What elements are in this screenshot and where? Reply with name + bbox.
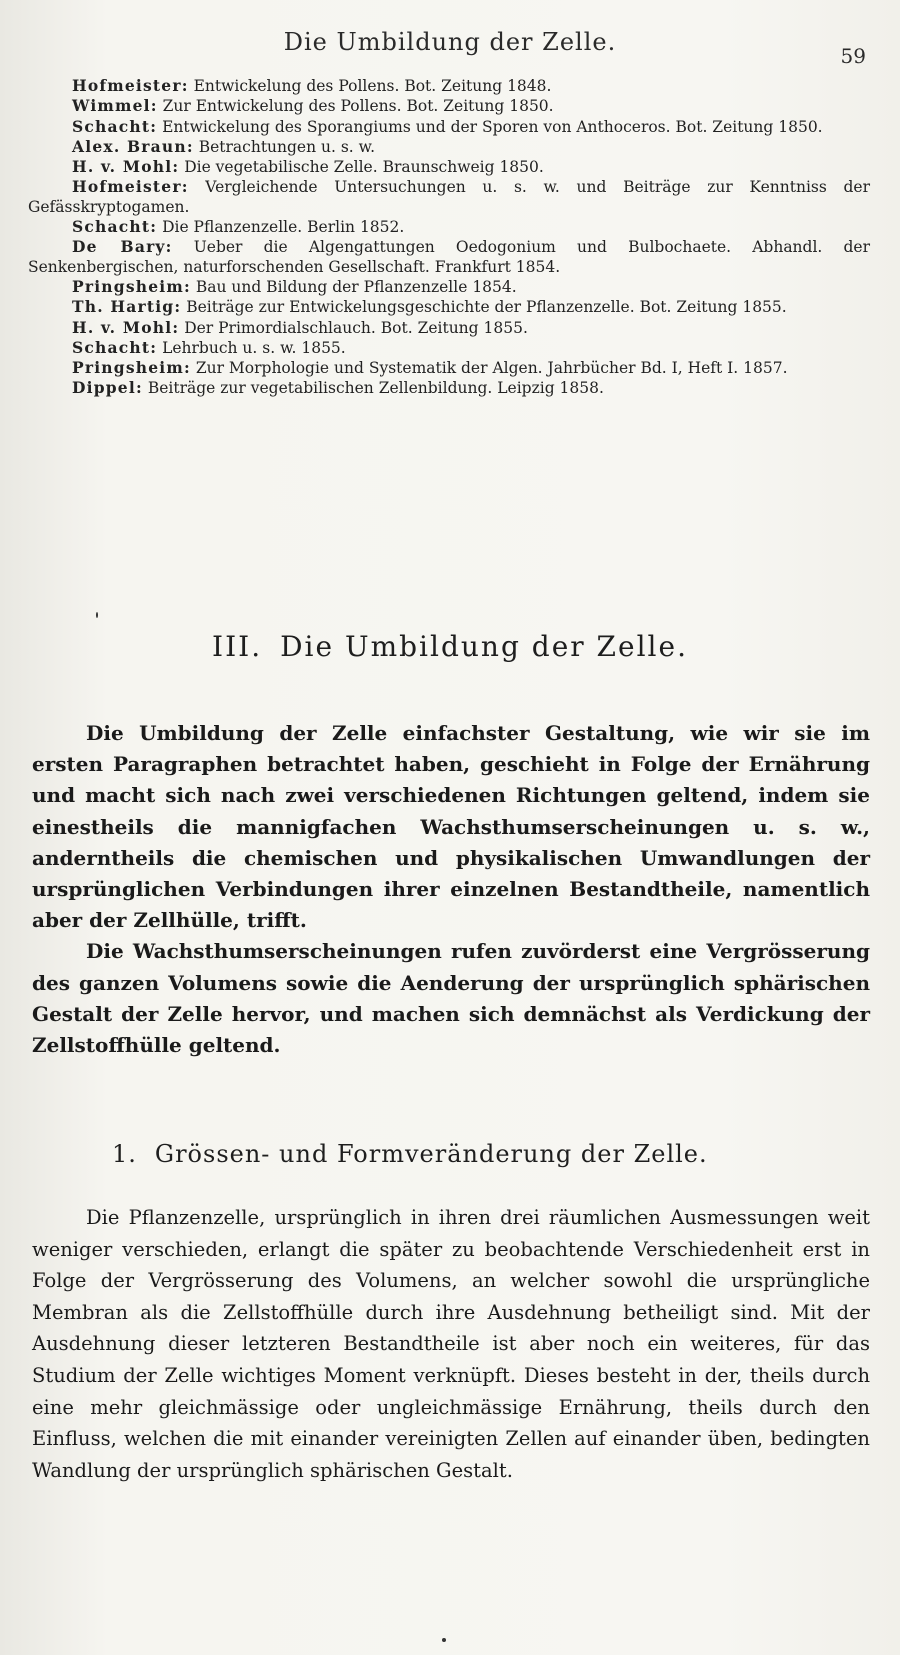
reference-author: Th. Hartig: — [72, 297, 182, 317]
reference-author: Schacht: — [72, 116, 158, 136]
section-numeral: III. — [212, 630, 263, 663]
reference-author: Dippel: — [72, 378, 143, 398]
reference-text: Ueber die Algengattungen Oedogonium und Bulbochaete. Abhandl. der Senkenbergischen, naturforschenden Gesellschaft. Frankfurt 1854. — [28, 238, 871, 276]
reference-text: Die vegetabilische Zelle. Braunschweig 1850. — [179, 158, 544, 177]
reference-text: Der Primordialschlauch. Bot. Zeitung 1855. — [179, 318, 528, 337]
reference-text: Betrachtungen u. s. w. — [193, 137, 376, 156]
print-speck — [96, 612, 98, 618]
reference-text: Vergleichende Untersuchungen u. s. w. und Beiträge zur Kenntniss der Gefässkryptogamen. — [28, 178, 870, 216]
section-heading — [0, 630, 900, 663]
reference-author: De Bary: — [72, 237, 173, 257]
reference-author: Wimmel: — [72, 96, 158, 116]
reference-item — [28, 277, 870, 297]
reference-item — [28, 137, 870, 157]
reference-text: Bau und Bildung der Pflanzenzelle 1854. — [190, 277, 517, 296]
reference-text: Beiträge zur vegetabilischen Zellenbildung. Leipzig 1858. — [142, 379, 604, 398]
reference-item — [28, 217, 870, 237]
paragraph: Die Pflanzenzelle, ursprünglich in ihren drei räumlichen Ausmessungen weit weniger verschieden, erlangt die später zu beobachtende Verschiedenheit erst in Folge der Vergrösserung des Volumens, an welcher sowohl die ursprüngliche Membran als die Zellstoffhülle durch ihre Ausdehnung betheiligt sind. Mit der Ausdehnung dieser letzteren Bestandtheile ist aber noch ein weiteres, für das Studium der Zelle wichtiges Moment verknüpft. Dieses besteht in der, theils durch eine mehr gleichmässige oder ungleichmässige Ernährung, theils durch den Einfluss, welchen die mit einander vereinigten Zellen auf einander üben, bedingten Wandlung der ursprünglich sphärischen Gestalt. — [32, 1206, 870, 1482]
paragraph: Die Umbildung der Zelle einfachster Gestaltung, wie wir sie im ersten Paragraphen betrachtet haben, geschieht in Folge der Ernährung und macht sich nach zwei verschiedenen Richtungen geltend, indem sie einestheils die mannigfachen Wachsthumserscheinungen u. s. w., anderntheils die chemischen und physikalischen Umwandlungen der ursprünglichen Verbindungen ihrer einzelnen Bestandtheile, namentlich aber der Zellhülle, trifft. — [32, 721, 870, 933]
reference-item — [28, 177, 870, 217]
print-speck — [442, 1638, 446, 1642]
subsection-number: 1. — [112, 1140, 137, 1168]
reference-item — [28, 358, 870, 378]
reference-item — [28, 237, 870, 277]
reference-text: Entwickelung des Pollens. Bot. Zeitung 1848. — [188, 77, 552, 95]
reference-text: Lehrbuch u. s. w. 1855. — [157, 338, 346, 357]
reference-item — [28, 378, 870, 398]
reference-text: Beiträge zur Entwickelungsgeschichte der Pflanzenzelle. Bot. Zeitung 1855. — [181, 298, 787, 317]
reference-author: Hofmeister: — [72, 177, 189, 197]
section-title: Die Umbildung der Zelle. — [280, 630, 688, 663]
page-number: 59 — [840, 44, 866, 68]
reference-text: Zur Entwickelung des Pollens. Bot. Zeitung 1850. — [157, 97, 554, 116]
reference-item — [28, 297, 870, 317]
reference-author: H. v. Mohl: — [72, 317, 180, 337]
paragraph: Die Wachsthumserscheinungen rufen zuvörderst eine Vergrösserung des ganzen Volumens sowie die Aenderung der ursprünglich sphärischen Gestalt der Zelle hervor, und machen sich demnächst als Verdickung der Zellstoffhülle geltend. — [32, 939, 870, 1058]
reference-author: Schacht: — [72, 217, 158, 237]
reference-author: H. v. Mohl: — [72, 157, 180, 177]
reference-author: Alex. Braun: — [72, 136, 194, 156]
reference-item — [28, 76, 870, 96]
reference-author: Hofmeister: — [72, 76, 189, 95]
reference-list — [28, 76, 870, 399]
reference-text: Die Pflanzenzelle. Berlin 1852. — [157, 218, 405, 237]
reference-item — [28, 338, 870, 358]
reference-item — [28, 318, 870, 338]
reference-item — [28, 157, 870, 177]
reference-item — [28, 96, 870, 116]
subsection-title: Grössen- und Formveränderung der Zelle. — [154, 1140, 708, 1168]
reference-item — [28, 117, 870, 137]
subsection-heading — [112, 1140, 708, 1168]
reference-author: Pringsheim: — [72, 358, 191, 378]
reference-text: Zur Morphologie und Systematik der Algen. Jahrbücher Bd. I, Heft I. 1857. — [190, 359, 788, 378]
subsection-text — [32, 1202, 870, 1486]
reference-author: Pringsheim: — [72, 276, 191, 296]
intro-text — [32, 718, 870, 1061]
reference-text: Entwickelung des Sporangiums und der Sporen von Anthoceros. Bot. Zeitung 1850. — [157, 117, 823, 136]
running-head: Die Umbildung der Zelle. — [283, 28, 617, 56]
reference-author: Schacht: — [72, 337, 158, 357]
